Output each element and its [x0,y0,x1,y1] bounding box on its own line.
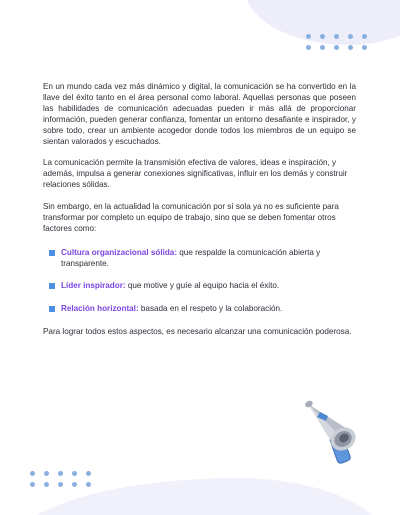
dot-pattern-top [306,34,368,50]
body-text [43,82,356,338]
list-item [43,281,356,292]
square-bullet-icon [49,306,55,312]
square-bullet-icon [49,250,55,256]
factor-text: que motive y guíe al equipo hacia el éxito. [125,281,280,291]
factor-term: Relación horizontal: [61,304,139,314]
paragraph-values: La comunicación permite la transmisión efectiva de valores, ideas e inspiración, y además, impulsa a generar conexiones significativas, influir en los demás y construir relaciones sólidas. [43,158,348,190]
square-bullet-icon [49,283,55,289]
factor-text: que respalde la comunicación abierta y transparente. [61,247,321,268]
paragraph-conclusion: Para lograr todos estos aspectos, es necesario alcanzar una comunicación poderosa. [43,327,352,337]
factor-term: Líder inspirador: [61,281,126,291]
list-item [43,304,356,315]
paragraph-factors-intro: Sin embargo, en la actualidad la comunicación por sí sola ya no es suficiente para transformar por completo un equipo de trabajo, sino que se deben fomentar otros factores como: [43,201,339,233]
dot-pattern-bottom [30,471,92,487]
factors-list [43,248,356,316]
factor-term: Cultura organizacional sólida: [61,247,178,257]
megaphone-icon [290,388,375,473]
factor-text: basada en el respeto y la colaboración. [138,304,283,314]
paragraph-intro: En un mundo cada vez más dinámico y digital, la comunicación se ha convertido en la llave del éxito tanto en el área personal como laboral. Aquellas personas que poseen las habilidades de comunicación adecuadas pueden ir más allá de proporcionar información, pueden generar confianza, fomentar un entorno desafiante e inspirador, y sobre todo, crear un ambiente acogedor donde todos los miembros de un equipo se sientan valorados y escuchados. [43,82,356,146]
list-item [43,248,356,270]
